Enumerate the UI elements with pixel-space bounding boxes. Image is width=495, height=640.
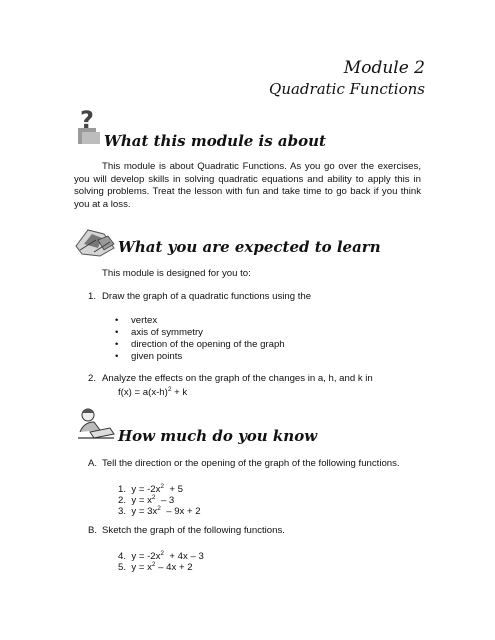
question-mark-icon bbox=[76, 104, 106, 146]
exercise-5: 5. $y = x^2 - 4x + 2$ bbox=[118, 561, 193, 573]
learn-item2-text: Analyze the effects on the graph of the changes in a, h, and k in bbox=[102, 373, 373, 384]
bullet-given-points: • given points bbox=[131, 351, 182, 363]
learn-item1-number: 1. bbox=[88, 291, 97, 302]
part-b-instruction: Sketch the graph of the following functions. bbox=[102, 525, 285, 536]
svg-text:?: ? bbox=[80, 106, 94, 134]
part-a-label: A. bbox=[88, 458, 98, 469]
module-title: Module 2 bbox=[343, 58, 425, 78]
bullet-axis-of-symmetry: • axis of symmetry bbox=[131, 327, 203, 339]
about-paragraph: This module is about Quadratic Functions. As you go over the exercises, you will develop skills in solving quadratic equations and ability to apply this in solving problems. Treat the lesson with fun and take time to go back if you think you at a loss. bbox=[74, 161, 421, 210]
books-icon bbox=[74, 226, 118, 258]
part-a-instruction: Tell the direction or the opening of the graph of the following functions. bbox=[102, 458, 400, 469]
learn-item1-text: Draw the graph of a quadratic functions using the bbox=[102, 291, 312, 302]
bullet-vertex: • vertex bbox=[131, 315, 157, 327]
exercise-3: 3. $y = 3x^2 - 9x + 2$ bbox=[118, 505, 201, 517]
student-reading-icon bbox=[74, 406, 116, 442]
section-heading-learn: What you are expected to learn bbox=[118, 238, 381, 256]
section-heading-about: What this module is about bbox=[104, 132, 326, 150]
exercise-1: 1. $y = -2x^2 + 5$ bbox=[118, 483, 183, 495]
learn-intro: This module is designed for you to: bbox=[102, 268, 251, 279]
section-heading-know: How much do you know bbox=[118, 427, 318, 445]
exercise-2: 2. $y = x^2 - 3$ bbox=[118, 494, 175, 506]
exercise-4: 4. $y = -2x^2 + 4x - 3$ bbox=[118, 550, 204, 562]
learn-item2-number: 2. bbox=[88, 373, 97, 384]
vertex-form-formula: $f(x) = a(x-h)^2 + k$ bbox=[118, 386, 188, 398]
part-b-label: B. bbox=[88, 525, 98, 536]
module-topic: Quadratic Functions bbox=[269, 80, 425, 98]
bullet-direction-opening: • direction of the opening of the graph bbox=[131, 339, 285, 351]
